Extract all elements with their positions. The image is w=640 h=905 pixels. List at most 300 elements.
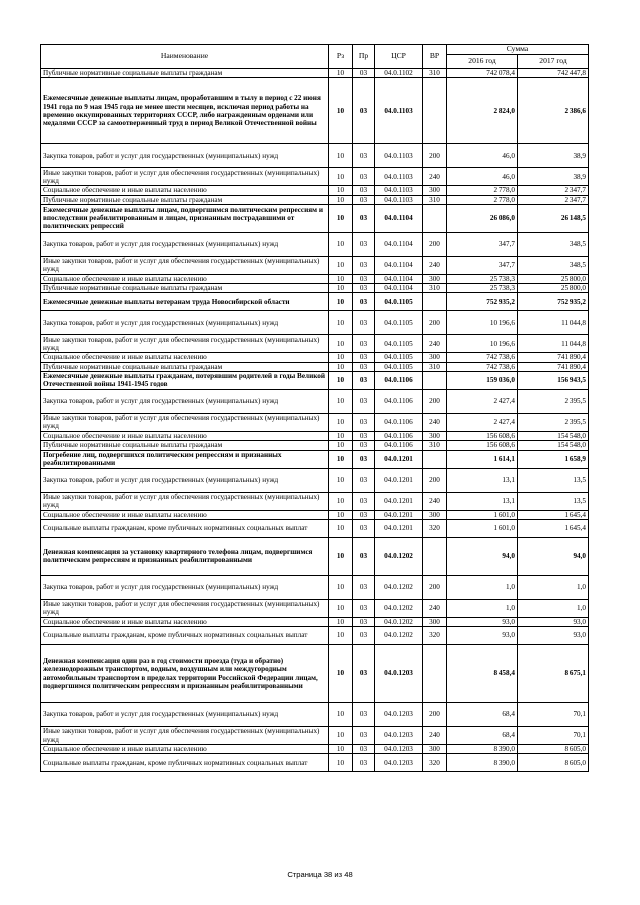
row-csr: 04.0.1203 <box>375 645 423 703</box>
row-csr: 04.0.1103 <box>375 144 423 168</box>
table-row <box>41 413 589 431</box>
row-pr: 03 <box>353 575 375 599</box>
row-rz: 10 <box>329 441 353 450</box>
row-rz: 10 <box>329 78 353 144</box>
row-vr: 300 <box>423 353 447 362</box>
row-rz: 10 <box>329 284 353 293</box>
row-sum-2017: 94,0 <box>518 537 589 575</box>
table-row <box>41 284 589 293</box>
row-rz: 10 <box>329 519 353 537</box>
table-row <box>41 389 589 413</box>
row-rz: 10 <box>329 727 353 745</box>
header-csr: ЦСР <box>375 45 423 69</box>
row-csr: 04.0.1104 <box>375 256 423 274</box>
row-pr: 03 <box>353 195 375 204</box>
row-name: Социальные выплаты гражданам, кроме публичных нормативных социальных выплат <box>41 519 329 537</box>
row-vr: 240 <box>423 335 447 353</box>
row-sum-2017: 25 800,0 <box>518 274 589 283</box>
row-name: Ежемесячные денежные выплаты ветеранам труда Новосибирской области <box>41 293 329 311</box>
row-vr <box>423 78 447 144</box>
row-sum-2017: 752 935,2 <box>518 293 589 311</box>
row-csr: 04.0.1202 <box>375 617 423 626</box>
row-sum-2017: 2 386,6 <box>518 78 589 144</box>
row-vr: 320 <box>423 627 447 645</box>
row-sum-2017: 26 148,5 <box>518 204 589 232</box>
row-rz: 10 <box>329 144 353 168</box>
row-rz: 10 <box>329 468 353 492</box>
row-sum-2016: 156 608,6 <box>447 441 518 450</box>
row-sum-2017: 8 675,1 <box>518 645 589 703</box>
row-sum-2016: 13,1 <box>447 468 518 492</box>
row-name: Социальное обеспечение и иные выплаты населению <box>41 617 329 626</box>
row-csr: 04.0.1201 <box>375 450 423 468</box>
row-rz: 10 <box>329 627 353 645</box>
row-name: Иные закупки товаров, работ и услуг для обеспечения государственных (муниципальных) нужд <box>41 335 329 353</box>
row-sum-2016: 742 738,6 <box>447 353 518 362</box>
row-sum-2017: 742 447,8 <box>518 69 589 78</box>
row-sum-2016: 1 614,1 <box>447 450 518 468</box>
row-name: Социальные выплаты гражданам, кроме публичных нормативных социальных выплат <box>41 627 329 645</box>
row-sum-2016: 25 738,3 <box>447 284 518 293</box>
page-number: Страница 38 из 48 <box>287 870 353 879</box>
row-vr: 310 <box>423 195 447 204</box>
row-vr <box>423 371 447 389</box>
row-csr: 04.0.1201 <box>375 468 423 492</box>
row-rz: 10 <box>329 617 353 626</box>
row-pr: 03 <box>353 450 375 468</box>
table-row <box>41 519 589 537</box>
table-row <box>41 645 589 703</box>
row-rz: 10 <box>329 335 353 353</box>
row-csr: 04.0.1202 <box>375 537 423 575</box>
row-vr: 240 <box>423 599 447 617</box>
row-sum-2017: 11 044,8 <box>518 335 589 353</box>
row-vr: 200 <box>423 468 447 492</box>
row-sum-2016: 13,1 <box>447 492 518 510</box>
row-name: Ежемесячные денежные выплаты лицам, проработавшим в тылу в период с 22 июня 1941 года по 9 мая 1945 года не менее шести месяцев, исключая период работы на временно оккупированных территориях СССР, либо награжденным орденами или медалями СССР за самоотверженный труд в период Великой Отечественной войны <box>41 78 329 144</box>
table-row <box>41 754 589 772</box>
row-pr: 03 <box>353 431 375 440</box>
row-sum-2016: 8 390,0 <box>447 754 518 772</box>
table-row <box>41 617 589 626</box>
row-name: Публичные нормативные социальные выплаты гражданам <box>41 284 329 293</box>
row-name: Денежная компенсация за установку квартирного телефона лицам, подвергшимся политическим репрессиям и признанных реабилитированными <box>41 537 329 575</box>
table-body <box>41 69 589 772</box>
row-sum-2017: 741 890,4 <box>518 353 589 362</box>
row-name: Закупка товаров, работ и услуг для государственных (муниципальных) нужд <box>41 468 329 492</box>
row-pr: 03 <box>353 745 375 754</box>
row-sum-2016: 1 601,0 <box>447 510 518 519</box>
row-name: Иные закупки товаров, работ и услуг для обеспечения государственных (муниципальных) нужд <box>41 492 329 510</box>
row-pr: 03 <box>353 754 375 772</box>
row-sum-2016: 68,4 <box>447 727 518 745</box>
row-csr: 04.0.1104 <box>375 204 423 232</box>
row-vr: 200 <box>423 311 447 335</box>
table-row <box>41 492 589 510</box>
table-row <box>41 293 589 311</box>
row-vr: 240 <box>423 413 447 431</box>
row-name: Социальные выплаты гражданам, кроме публичных нормативных социальных выплат <box>41 754 329 772</box>
row-csr: 04.0.1106 <box>375 371 423 389</box>
row-csr: 04.0.1203 <box>375 703 423 727</box>
row-name: Социальное обеспечение и иные выплаты населению <box>41 186 329 195</box>
row-vr <box>423 204 447 232</box>
row-pr: 03 <box>353 335 375 353</box>
table-row <box>41 311 589 335</box>
row-name: Иные закупки товаров, работ и услуг для обеспечения государственных (муниципальных) нужд <box>41 256 329 274</box>
row-sum-2017: 38,9 <box>518 144 589 168</box>
row-name: Социальное обеспечение и иные выплаты населению <box>41 510 329 519</box>
row-rz: 10 <box>329 232 353 256</box>
row-sum-2016: 93,0 <box>447 627 518 645</box>
row-sum-2016: 2 824,0 <box>447 78 518 144</box>
table-row <box>41 575 589 599</box>
row-csr: 04.0.1201 <box>375 510 423 519</box>
row-sum-2017: 2 347,7 <box>518 186 589 195</box>
row-sum-2017: 1 645,4 <box>518 510 589 519</box>
row-csr: 04.0.1106 <box>375 441 423 450</box>
row-sum-2016: 46,0 <box>447 168 518 186</box>
row-sum-2017: 38,9 <box>518 168 589 186</box>
row-sum-2016: 742 078,4 <box>447 69 518 78</box>
row-vr: 240 <box>423 727 447 745</box>
row-pr: 03 <box>353 519 375 537</box>
row-vr: 300 <box>423 431 447 440</box>
row-sum-2016: 8 390,0 <box>447 745 518 754</box>
row-sum-2017: 2 395,5 <box>518 413 589 431</box>
row-pr: 03 <box>353 468 375 492</box>
row-name: Публичные нормативные социальные выплаты гражданам <box>41 69 329 78</box>
row-name: Ежемесячные денежные выплаты гражданам, потерявшим родителей в годы Великой Отечественной войны 1941-1945 годов <box>41 371 329 389</box>
table-row <box>41 599 589 617</box>
row-name: Закупка товаров, работ и услуг для государственных (муниципальных) нужд <box>41 389 329 413</box>
row-vr <box>423 450 447 468</box>
row-name: Закупка товаров, работ и услуг для государственных (муниципальных) нужд <box>41 311 329 335</box>
row-csr: 04.0.1103 <box>375 195 423 204</box>
row-name: Социальное обеспечение и иные выплаты населению <box>41 274 329 283</box>
row-pr: 03 <box>353 537 375 575</box>
row-csr: 04.0.1103 <box>375 78 423 144</box>
table-row <box>41 537 589 575</box>
row-sum-2016: 2 778,0 <box>447 195 518 204</box>
row-csr: 04.0.1106 <box>375 413 423 431</box>
row-sum-2017: 93,0 <box>518 617 589 626</box>
row-sum-2017: 348,5 <box>518 232 589 256</box>
row-sum-2017: 11 044,8 <box>518 311 589 335</box>
row-sum-2016: 2 427,4 <box>447 389 518 413</box>
table-row <box>41 186 589 195</box>
row-sum-2017: 13,5 <box>518 468 589 492</box>
row-sum-2017: 25 800,0 <box>518 284 589 293</box>
table-row <box>41 168 589 186</box>
header-name: Наименование <box>41 45 329 69</box>
row-vr: 240 <box>423 168 447 186</box>
row-pr: 03 <box>353 362 375 371</box>
row-vr: 300 <box>423 186 447 195</box>
row-rz: 10 <box>329 599 353 617</box>
row-sum-2017: 1 645,4 <box>518 519 589 537</box>
row-pr: 03 <box>353 293 375 311</box>
row-name: Публичные нормативные социальные выплаты гражданам <box>41 362 329 371</box>
row-sum-2017: 8 605,0 <box>518 754 589 772</box>
row-name: Иные закупки товаров, работ и услуг для обеспечения государственных (муниципальных) нужд <box>41 727 329 745</box>
row-vr: 310 <box>423 362 447 371</box>
row-name: Закупка товаров, работ и услуг для государственных (муниципальных) нужд <box>41 144 329 168</box>
row-name: Социальное обеспечение и иные выплаты населению <box>41 745 329 754</box>
row-pr: 03 <box>353 599 375 617</box>
row-sum-2016: 159 036,0 <box>447 371 518 389</box>
row-sum-2016: 25 738,3 <box>447 274 518 283</box>
row-vr: 200 <box>423 389 447 413</box>
row-sum-2016: 742 738,6 <box>447 362 518 371</box>
table-row <box>41 703 589 727</box>
row-sum-2016: 10 196,6 <box>447 335 518 353</box>
row-name: Погребение лиц, подвергшихся политическим репрессиям и признанных реабилитированными <box>41 450 329 468</box>
row-sum-2016: 93,0 <box>447 617 518 626</box>
header-sum: Сумма <box>447 45 589 55</box>
row-pr: 03 <box>353 413 375 431</box>
row-rz: 10 <box>329 256 353 274</box>
row-rz: 10 <box>329 575 353 599</box>
row-sum-2017: 154 548,0 <box>518 431 589 440</box>
row-pr: 03 <box>353 284 375 293</box>
row-pr: 03 <box>353 510 375 519</box>
row-sum-2017: 2 395,5 <box>518 389 589 413</box>
row-csr: 04.0.1106 <box>375 389 423 413</box>
row-csr: 04.0.1203 <box>375 745 423 754</box>
header-vr: ВР <box>423 45 447 69</box>
row-sum-2017: 70,1 <box>518 727 589 745</box>
row-name: Иные закупки товаров, работ и услуг для обеспечения государственных (муниципальных) нужд <box>41 413 329 431</box>
row-rz: 10 <box>329 510 353 519</box>
table-row <box>41 468 589 492</box>
row-sum-2016: 156 608,6 <box>447 431 518 440</box>
row-name: Иные закупки товаров, работ и услуг для обеспечения государственных (муниципальных) нужд <box>41 599 329 617</box>
row-sum-2016: 10 196,6 <box>447 311 518 335</box>
table-row <box>41 232 589 256</box>
row-pr: 03 <box>353 78 375 144</box>
row-name: Публичные нормативные социальные выплаты гражданам <box>41 441 329 450</box>
table-row <box>41 727 589 745</box>
row-rz: 10 <box>329 204 353 232</box>
table-row <box>41 441 589 450</box>
row-csr: 04.0.1203 <box>375 727 423 745</box>
row-rz: 10 <box>329 450 353 468</box>
row-pr: 03 <box>353 645 375 703</box>
row-csr: 04.0.1102 <box>375 69 423 78</box>
budget-table-page <box>40 44 588 772</box>
header-2016: 2016 год <box>447 55 518 69</box>
table-row <box>41 371 589 389</box>
row-sum-2017: 154 548,0 <box>518 441 589 450</box>
row-sum-2016: 2 778,0 <box>447 186 518 195</box>
row-sum-2017: 156 943,5 <box>518 371 589 389</box>
row-vr: 300 <box>423 274 447 283</box>
row-vr: 300 <box>423 617 447 626</box>
row-csr: 04.0.1203 <box>375 754 423 772</box>
row-rz: 10 <box>329 645 353 703</box>
row-rz: 10 <box>329 69 353 78</box>
row-csr: 04.0.1105 <box>375 362 423 371</box>
row-sum-2017: 13,5 <box>518 492 589 510</box>
table-row <box>41 627 589 645</box>
row-pr: 03 <box>353 627 375 645</box>
row-vr: 240 <box>423 492 447 510</box>
row-pr: 03 <box>353 232 375 256</box>
row-csr: 04.0.1201 <box>375 492 423 510</box>
row-name: Денежная компенсация один раз в год стоимости проезда (туда и обратно) железнодорожным транспортом, водным, воздушным или междугородным автомобильным транспортом в пределах территории Российской Федерации лицам, подвергшимся политическим репрессиям и признанным реабилитированными <box>41 645 329 703</box>
row-pr: 03 <box>353 727 375 745</box>
row-rz: 10 <box>329 703 353 727</box>
row-rz: 10 <box>329 195 353 204</box>
table-row <box>41 450 589 468</box>
row-vr: 240 <box>423 256 447 274</box>
row-rz: 10 <box>329 293 353 311</box>
row-name: Иные закупки товаров, работ и услуг для обеспечения государственных (муниципальных) нужд <box>41 168 329 186</box>
row-csr: 04.0.1106 <box>375 431 423 440</box>
row-sum-2016: 1,0 <box>447 599 518 617</box>
row-csr: 04.0.1105 <box>375 311 423 335</box>
table-row <box>41 69 589 78</box>
row-csr: 04.0.1104 <box>375 232 423 256</box>
row-pr: 03 <box>353 256 375 274</box>
table-row <box>41 274 589 283</box>
row-sum-2016: 94,0 <box>447 537 518 575</box>
row-vr: 200 <box>423 144 447 168</box>
row-sum-2017: 348,5 <box>518 256 589 274</box>
row-pr: 03 <box>353 168 375 186</box>
row-rz: 10 <box>329 745 353 754</box>
row-vr: 320 <box>423 754 447 772</box>
row-vr: 300 <box>423 745 447 754</box>
row-name: Публичные нормативные социальные выплаты гражданам <box>41 195 329 204</box>
row-sum-2016: 752 935,2 <box>447 293 518 311</box>
row-sum-2016: 347,7 <box>447 232 518 256</box>
row-sum-2017: 8 605,0 <box>518 745 589 754</box>
row-csr: 04.0.1104 <box>375 274 423 283</box>
row-pr: 03 <box>353 371 375 389</box>
row-pr: 03 <box>353 441 375 450</box>
row-sum-2017: 2 347,7 <box>518 195 589 204</box>
row-csr: 04.0.1202 <box>375 627 423 645</box>
row-sum-2016: 26 086,0 <box>447 204 518 232</box>
table-row <box>41 510 589 519</box>
table-row <box>41 335 589 353</box>
row-pr: 03 <box>353 144 375 168</box>
row-pr: 03 <box>353 311 375 335</box>
row-vr: 200 <box>423 703 447 727</box>
row-rz: 10 <box>329 168 353 186</box>
row-csr: 04.0.1202 <box>375 599 423 617</box>
header-rz: Рз <box>329 45 353 69</box>
row-name: Социальное обеспечение и иные выплаты населению <box>41 353 329 362</box>
row-name: Закупка товаров, работ и услуг для государственных (муниципальных) нужд <box>41 232 329 256</box>
row-sum-2016: 347,7 <box>447 256 518 274</box>
row-vr <box>423 645 447 703</box>
row-rz: 10 <box>329 431 353 440</box>
row-rz: 10 <box>329 537 353 575</box>
row-csr: 04.0.1105 <box>375 353 423 362</box>
row-csr: 04.0.1103 <box>375 186 423 195</box>
row-rz: 10 <box>329 371 353 389</box>
row-sum-2017: 1 658,9 <box>518 450 589 468</box>
row-csr: 04.0.1201 <box>375 519 423 537</box>
row-rz: 10 <box>329 353 353 362</box>
row-rz: 10 <box>329 362 353 371</box>
row-vr <box>423 293 447 311</box>
row-vr: 310 <box>423 284 447 293</box>
row-vr: 310 <box>423 441 447 450</box>
table-row <box>41 195 589 204</box>
row-sum-2017: 1,0 <box>518 575 589 599</box>
row-pr: 03 <box>353 274 375 283</box>
row-csr: 04.0.1105 <box>375 293 423 311</box>
row-name: Закупка товаров, работ и услуг для государственных (муниципальных) нужд <box>41 703 329 727</box>
row-sum-2016: 46,0 <box>447 144 518 168</box>
row-rz: 10 <box>329 186 353 195</box>
row-sum-2016: 8 458,4 <box>447 645 518 703</box>
row-vr: 200 <box>423 575 447 599</box>
budget-table <box>40 44 589 772</box>
row-pr: 03 <box>353 69 375 78</box>
table-row <box>41 362 589 371</box>
header-2017: 2017 год <box>518 55 589 69</box>
table-row <box>41 745 589 754</box>
row-sum-2017: 1,0 <box>518 599 589 617</box>
row-pr: 03 <box>353 389 375 413</box>
row-rz: 10 <box>329 389 353 413</box>
row-vr: 310 <box>423 69 447 78</box>
row-rz: 10 <box>329 311 353 335</box>
row-pr: 03 <box>353 703 375 727</box>
row-csr: 04.0.1103 <box>375 168 423 186</box>
row-vr: 320 <box>423 519 447 537</box>
row-name: Закупка товаров, работ и услуг для государственных (муниципальных) нужд <box>41 575 329 599</box>
row-pr: 03 <box>353 204 375 232</box>
row-rz: 10 <box>329 754 353 772</box>
row-vr: 200 <box>423 232 447 256</box>
table-row <box>41 78 589 144</box>
row-pr: 03 <box>353 186 375 195</box>
table-row <box>41 353 589 362</box>
row-sum-2016: 1 601,0 <box>447 519 518 537</box>
row-vr: 300 <box>423 510 447 519</box>
row-sum-2016: 1,0 <box>447 575 518 599</box>
row-sum-2016: 2 427,4 <box>447 413 518 431</box>
table-row <box>41 144 589 168</box>
table-row <box>41 431 589 440</box>
row-rz: 10 <box>329 274 353 283</box>
row-sum-2017: 70,1 <box>518 703 589 727</box>
row-csr: 04.0.1202 <box>375 575 423 599</box>
row-rz: 10 <box>329 492 353 510</box>
row-rz: 10 <box>329 413 353 431</box>
row-pr: 03 <box>353 492 375 510</box>
row-sum-2017: 93,0 <box>518 627 589 645</box>
row-name: Социальное обеспечение и иные выплаты населению <box>41 431 329 440</box>
row-sum-2016: 68,4 <box>447 703 518 727</box>
row-vr <box>423 537 447 575</box>
table-row <box>41 204 589 232</box>
row-pr: 03 <box>353 617 375 626</box>
row-pr: 03 <box>353 353 375 362</box>
table-row <box>41 256 589 274</box>
header-pr: Пр <box>353 45 375 69</box>
row-csr: 04.0.1105 <box>375 335 423 353</box>
row-name: Ежемесячные денежные выплаты лицам, подвергшимся политическим репрессиям и впоследствии реабилитированным и лицам, признанным пострадавшими от политических репрессий <box>41 204 329 232</box>
row-sum-2017: 741 890,4 <box>518 362 589 371</box>
row-csr: 04.0.1104 <box>375 284 423 293</box>
